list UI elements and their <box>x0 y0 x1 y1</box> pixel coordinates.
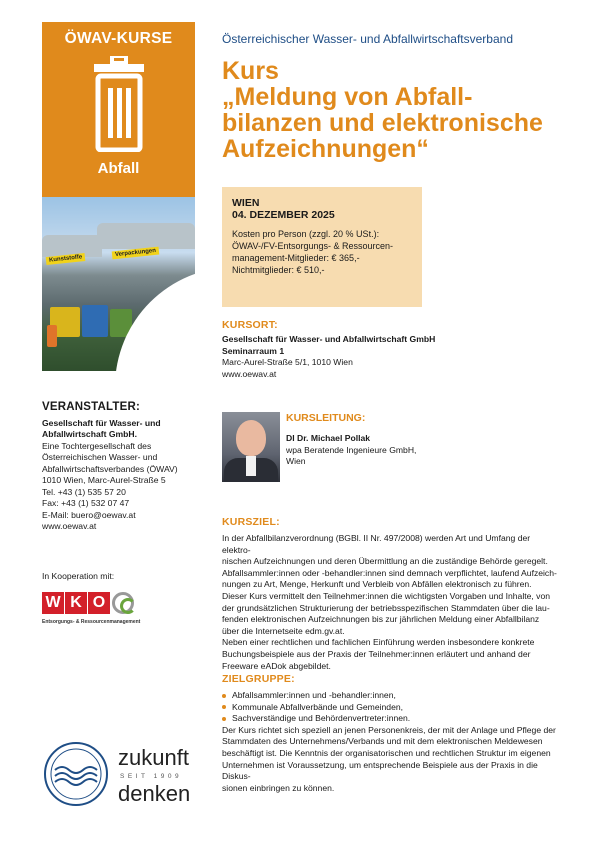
organization-name: Österreichischer Wasser- und Abfallwirtschaftsverband <box>222 32 513 46</box>
course-title-line-2: „Meldung von Abfall- <box>222 83 473 111</box>
cost-line-1: Kosten pro Person (zzgl. 20 % USt.): <box>232 229 380 239</box>
instructor-portrait <box>222 412 280 482</box>
recycling-center-photo <box>42 197 195 371</box>
photo-sign-2: Verpackungen <box>112 247 160 260</box>
organizer-name-1: Gesellschaft für Wasser- und <box>42 417 161 428</box>
course-title-line-3: bilanzen und elektronische <box>222 109 543 137</box>
lead-heading: KURSLEITUNG: <box>286 412 366 424</box>
goal-line: über die Internetseite edm.gv.at. <box>222 625 345 636</box>
goal-line: nischen Aufzeichnungen und deren Übermittlung an die zuständige Behörde geregelt. <box>222 556 548 567</box>
wko-subtitle: Entsorgungs- & Ressourcenmanagement <box>42 619 141 625</box>
goal-line: Buchungsbeispiele aus der Praxis der Teilnehmer:innen erläutert und anhand der <box>222 648 531 659</box>
organizer-block <box>42 402 202 533</box>
target-line: Der Kurs richtet sich speziell an jenen Personenkreis, der mit der Anlage und Pflege der <box>222 724 556 735</box>
goal-line: fenden elektronischen Aufzeichnungen bis zur jährlichen Meldung einer Abfallbilanz <box>222 614 540 625</box>
goal-line: nungen zu Art, Menge, Herkunft und Verbleib von Abfällen elektronisch zu führen. <box>222 579 532 590</box>
target-text <box>222 690 560 794</box>
goal-text <box>222 533 560 672</box>
course-title-line-1: Kurs <box>222 57 279 85</box>
course-title-line-4: Aufzeichnungen“ <box>222 135 429 163</box>
organizer-heading: VERANSTALTER: <box>42 401 141 413</box>
target-list <box>222 690 560 725</box>
organizer-desc-1: Eine Tochtergesellschaft des <box>42 440 152 451</box>
wko-letter-w: W <box>42 592 64 614</box>
organizer-desc-3: Abfallwirtschaftsverbandes (ÖWAV) <box>42 463 178 474</box>
goal-line: der grundsätzlichen Strukturierung der betriebsspezifischen Stammdaten über die lau- <box>222 602 550 613</box>
course-category-panel <box>42 22 195 197</box>
target-line: Stammdaten des Unternehmens/Verbands und mit dem elektronischen Meldewesen <box>222 736 543 747</box>
target-heading: ZIELGRUPPE: <box>222 673 295 685</box>
organizer-name-2: Abfallwirtschaft GmbH. <box>42 429 138 439</box>
target-item: Kommunale Abfallverbände und Gemeinden, <box>222 702 560 714</box>
zukunft-denken-logo <box>118 747 190 805</box>
goal-line: In der Abfallbilanzverordnung (BGBl. II Nr. 497/2008) werden Art und Umfang der elektro- <box>222 533 531 555</box>
goal-line: Neben einer rechtlichen und fachlichen Einführung werden insbesondere konkrete <box>222 637 535 648</box>
goal-heading: KURSZIEL: <box>222 516 280 528</box>
wko-letter-k: K <box>65 592 87 614</box>
course-title <box>222 58 592 162</box>
cost-line-2: ÖWAV-/FV-Entsorgungs- & Ressourcen- <box>232 241 394 251</box>
organizer-email[interactable]: E-Mail: buero@oewav.at <box>42 509 136 520</box>
target-item: Abfallsammler:innen und -behandler:innen, <box>222 690 560 702</box>
cost-line-4: Nichtmitglieder: € 510,- <box>232 265 325 275</box>
course-city: WIEN <box>232 197 260 209</box>
organizer-desc-2: Österreichischen Wasser- und <box>42 452 158 462</box>
organizer-address: 1010 Wien, Marc-Aurel-Straße 5 <box>42 475 166 485</box>
goal-line: Freeware eADok abgebildet. <box>222 660 331 671</box>
lead-company: wpa Beratende Ingenieure GmbH, <box>286 444 417 455</box>
location-address: Marc-Aurel-Straße 5/1, 1010 Wien <box>222 357 353 368</box>
organizer-web[interactable]: www.oewav.at <box>42 521 97 531</box>
lead-block <box>286 433 486 468</box>
target-line: sionen einbringen zu können. <box>222 782 335 793</box>
target-line: beschäftigt ist. Die Kenntnis der organisatorischen und rechtlichen Struktur im eigenen <box>222 747 551 758</box>
location-web[interactable]: www.oewav.at <box>222 368 277 379</box>
recycling-ribbon-icon <box>112 592 134 614</box>
location-heading: KURSORT: <box>222 319 278 331</box>
lead-name: DI Dr. Michael Pollak <box>286 433 371 443</box>
cooperation-label: In Kooperation mit: <box>42 571 115 581</box>
goal-line: Dieser Kurs vermittelt den Teilnehmer:innen die wichtigsten Vorgaben und Inhalte, von <box>222 590 551 601</box>
location-room: Seminarraum 1 <box>222 345 285 356</box>
wko-letter-o: O <box>88 592 110 614</box>
trash-bin-icon <box>92 56 146 152</box>
goal-line: Abfallsammler:innen oder -behandler:innen sind demnach verpflichtet, laufend Aufzeich- <box>222 567 557 578</box>
organizer-fax: Fax: +43 (1) 532 07 47 <box>42 498 130 508</box>
course-date: 04. DEZEMBER 2025 <box>232 209 335 221</box>
cost-line-3: management-Mitglieder: € 365,- <box>232 253 360 263</box>
location-name: Gesellschaft für Wasser- und Abfallwirtschaft GmbH <box>222 334 436 344</box>
lead-city: Wien <box>286 456 306 466</box>
organizer-tel: Tel. +43 (1) 535 57 20 <box>42 486 126 497</box>
zukunft-line-1: zukunft <box>118 745 189 770</box>
wko-logo <box>42 592 182 632</box>
location-block <box>222 334 560 380</box>
panel-title: ÖWAV-KURSE <box>64 30 173 47</box>
photo-sign-1: Kunststoffe <box>46 253 86 265</box>
panel-subtitle: Abfall <box>97 160 140 177</box>
zukunft-line-3: denken <box>118 781 191 806</box>
target-line: Unternehmen ist Voraussetzung, um entsprechende Beispiele aus der Praxis in die Diskus- <box>222 759 538 782</box>
date-cost-box <box>222 187 422 307</box>
oewav-seal-icon <box>42 740 110 808</box>
target-item: Sachverständige und Behördenvertreter:innen. <box>222 713 560 725</box>
zukunft-line-2: SEIT 1909 <box>120 773 183 780</box>
